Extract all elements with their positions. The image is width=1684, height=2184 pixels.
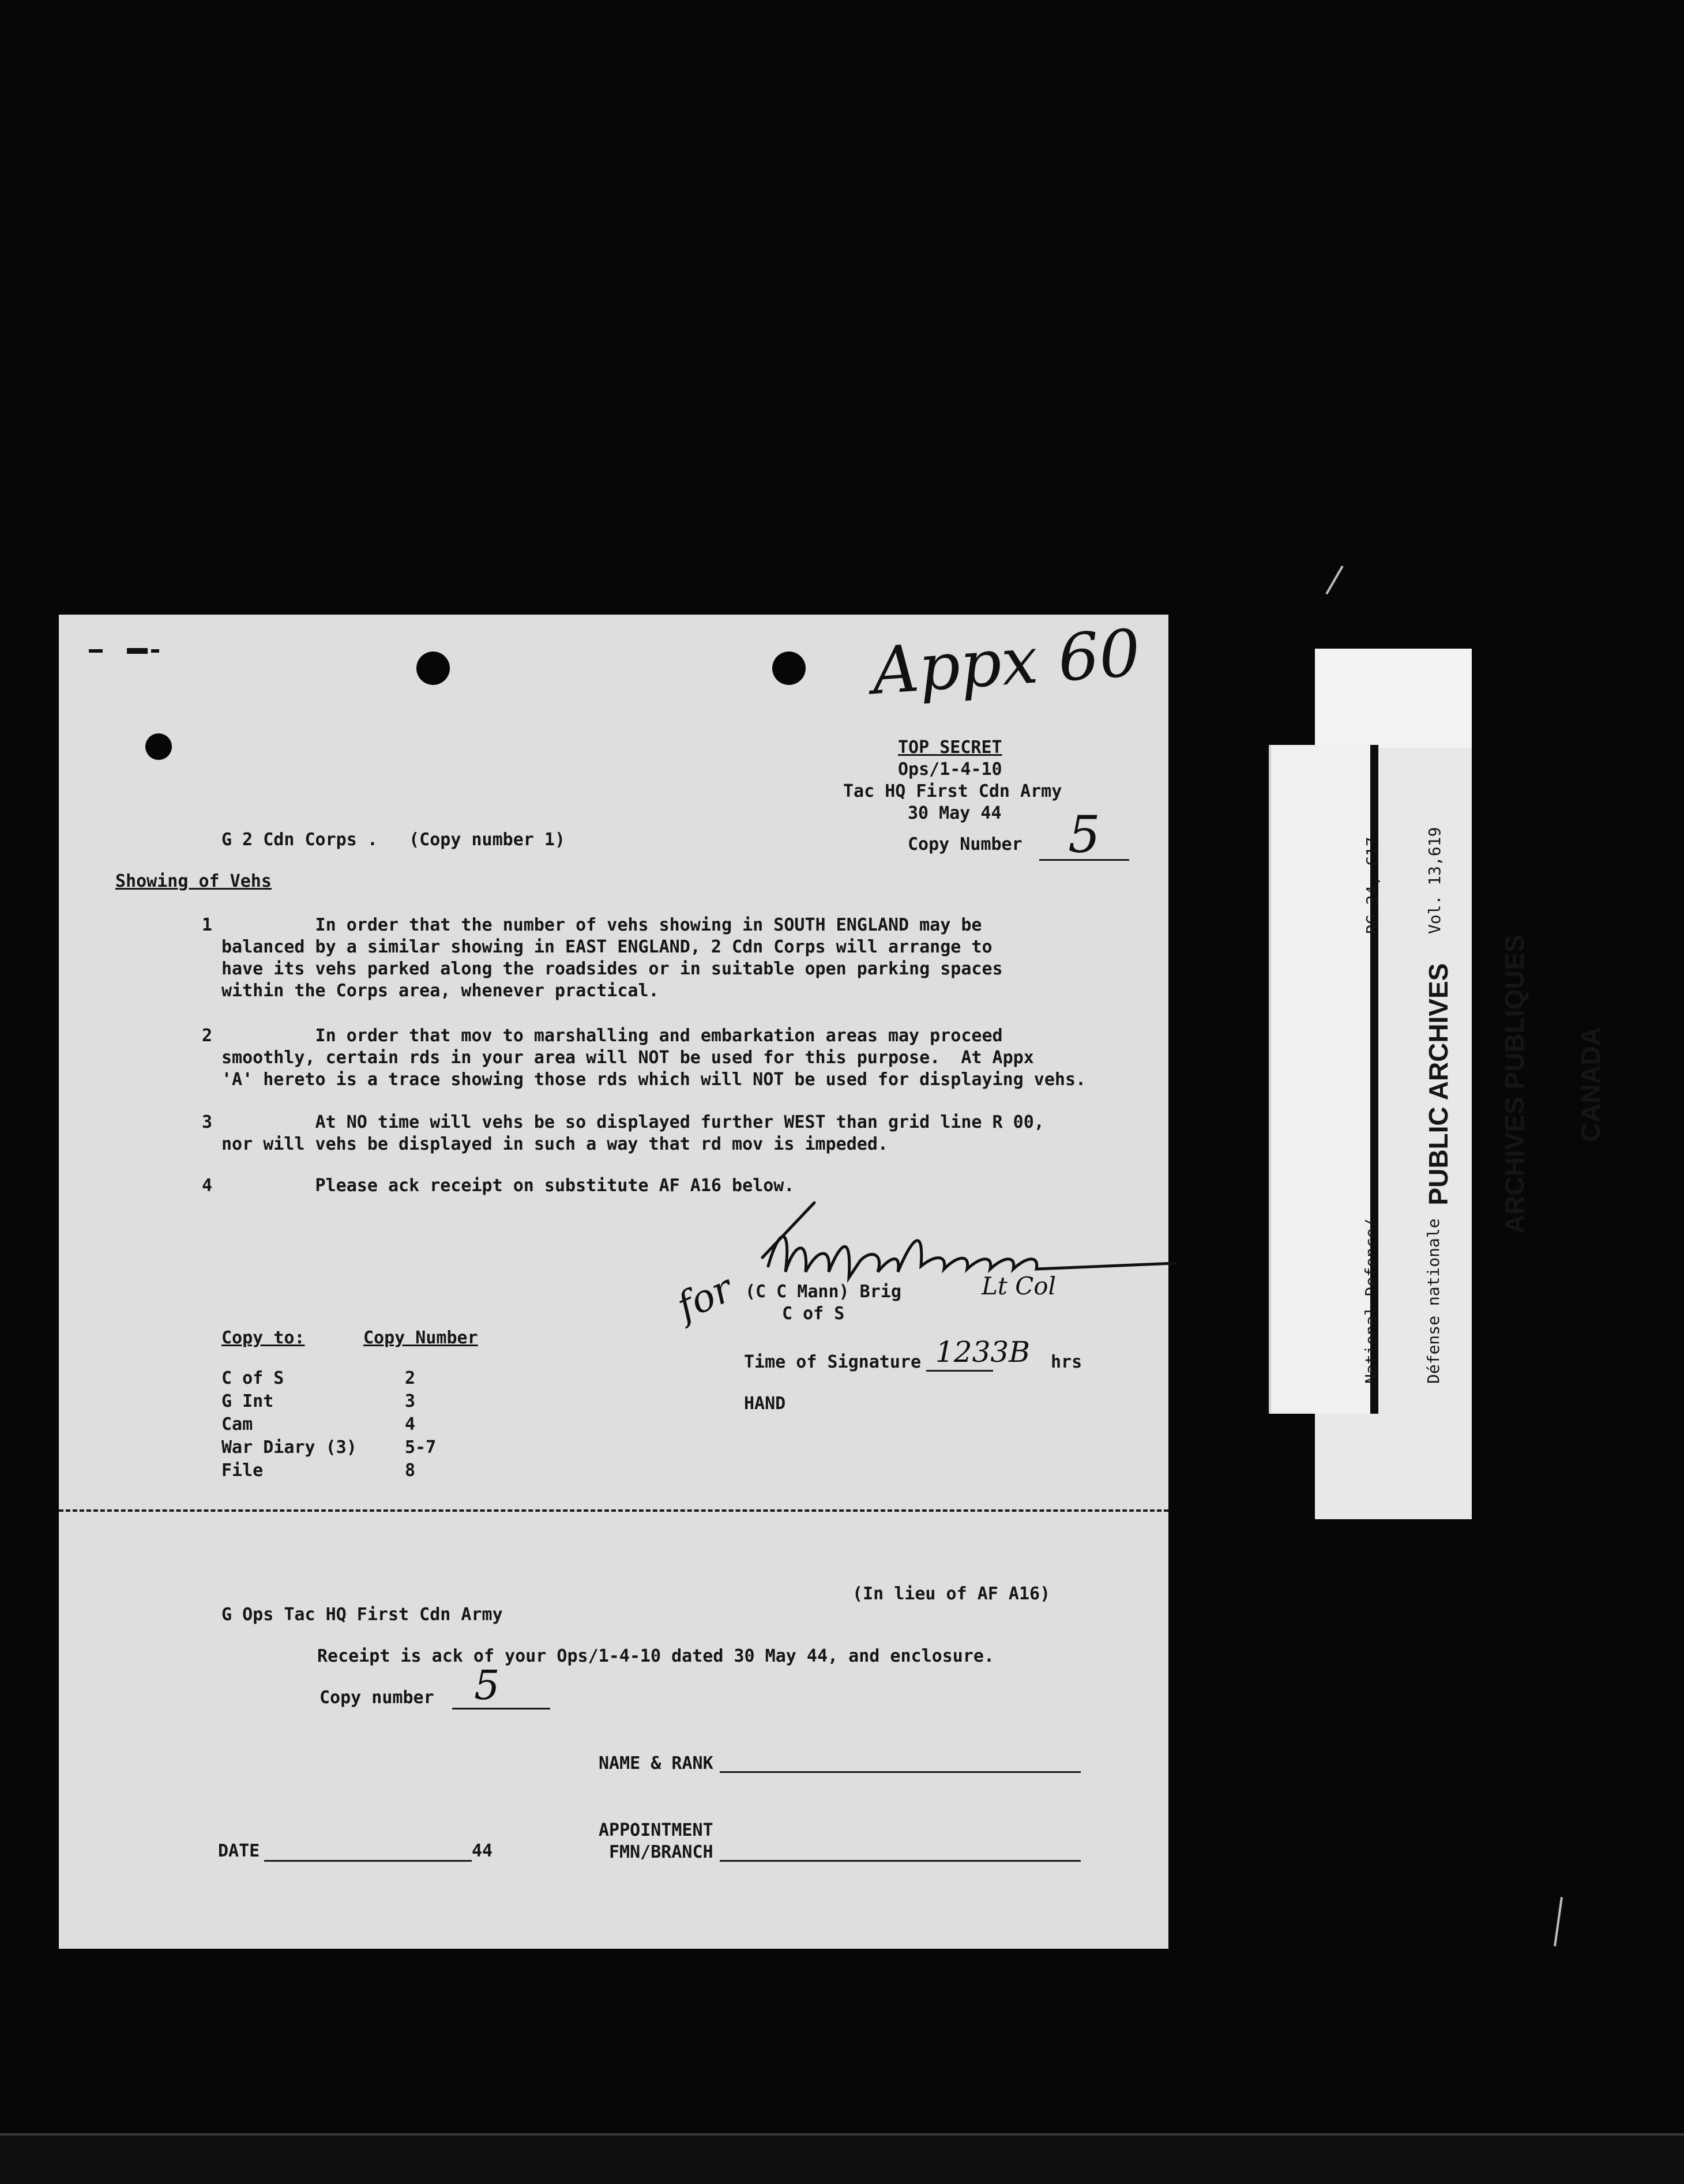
paragraph-line: smoothly, certain rds in your area will NOT be used for this purpose. At Appx [221, 1048, 1034, 1068]
copy-number-label: Copy Number [908, 834, 1023, 854]
subject-heading: Showing of Vehs [115, 871, 272, 891]
archive-reference-line: Vol. 13,619 [1425, 827, 1444, 934]
copy-to-header: Copy to: [221, 1328, 305, 1348]
date-label: DATE [218, 1841, 260, 1861]
receipt-copy-number-label: Copy number [319, 1688, 434, 1708]
time-suffix: hrs [1051, 1352, 1082, 1372]
stray-mark [127, 648, 148, 654]
handwritten-receipt-copy-number: 5 [474, 1662, 500, 1709]
receipt-note: (In lieu of AF A16) [852, 1584, 1051, 1604]
reference-number: Ops/1-4-10 [898, 759, 1002, 780]
document-sheet [59, 615, 1168, 1949]
scanner-artifact [1325, 566, 1343, 594]
paragraph-line: In order that the number of vehs showing in SOUTH ENGLAND may be [221, 915, 982, 935]
paragraph-line: In order that mov to marshalling and embarkation areas may proceed [221, 1026, 1003, 1046]
date-year: 44 [472, 1841, 493, 1861]
archive-name-line: PUBLIC ARCHIVES [1423, 963, 1453, 1206]
handwritten-time: 1233B [935, 1335, 1030, 1369]
fmn-branch-label: FMN/BRANCH [609, 1842, 713, 1862]
tear-off-divider [59, 1509, 1168, 1512]
handwritten-for: for [670, 1266, 739, 1330]
distribution-copy-number: 8 [405, 1460, 416, 1481]
classification-label: TOP SECRET [898, 737, 1002, 758]
paragraph-number: 2 [202, 1026, 213, 1046]
distribution-numbers [405, 1368, 436, 1483]
signatory-title: C of S [782, 1304, 845, 1324]
distribution-recipient: C of S [221, 1368, 284, 1388]
addressee-line: G 2 Cdn Corps . (Copy number 1) [221, 830, 566, 850]
date-line [264, 1860, 472, 1862]
stray-mark [89, 649, 103, 653]
archive-department-line: Défense nationale [1424, 1218, 1443, 1384]
scanner-bottom-band [0, 2133, 1684, 2184]
origin-line: Tac HQ First Cdn Army [843, 781, 1062, 801]
punch-hole [416, 652, 450, 685]
appointment-label: APPOINTMENT [599, 1820, 713, 1840]
paragraph-number: 4 [202, 1176, 213, 1196]
distribution-copy-number: 2 [405, 1368, 416, 1388]
paragraph-line: balanced by a similar showing in EAST ENGLAND, 2 Cdn Corps will arrange to [221, 937, 993, 957]
time-of-signature-label: Time of Signature [744, 1352, 922, 1372]
paragraph-2 [221, 1025, 1086, 1091]
distribution-recipient: War Diary (3) [221, 1437, 357, 1458]
scanner-artifact [1554, 1897, 1563, 1946]
paragraph-line: 'A' hereto is a trace showing those rds which will NOT be used for displaying vehs. [221, 1070, 1087, 1090]
archive-department-line: National Defence/ [1362, 1218, 1381, 1384]
archive-department [1320, 1218, 1465, 1384]
delivery-method: HAND [744, 1394, 786, 1414]
document-date: 30 May 44 [908, 803, 1002, 823]
handwritten-copy-number: 5 [1068, 805, 1100, 864]
receipt-copy-number-line [452, 1708, 550, 1709]
archive-name-line: CANADA [1576, 1026, 1606, 1142]
appointment-line [720, 1860, 1081, 1862]
distribution-recipient: G Int [221, 1391, 274, 1411]
time-of-signature-line [926, 1370, 993, 1372]
paragraph-line: within the Corps area, whenever practical. [221, 981, 659, 1001]
receipt-body: Receipt is ack of your Ops/1-4-10 dated 30 May 44, and enclosure. [317, 1646, 994, 1666]
paragraph-number: 1 [202, 915, 213, 935]
archive-card-top [1315, 649, 1472, 748]
archive-reference [1321, 827, 1466, 934]
copy-number-header: Copy Number [363, 1328, 478, 1348]
signature-scribble [693, 1191, 1189, 1358]
distribution-recipient: Cam [221, 1414, 253, 1434]
name-rank-line [720, 1771, 1081, 1773]
distribution-copy-number: 3 [405, 1391, 416, 1411]
paragraph-1 [221, 914, 1003, 1002]
paragraph-line: nor will vehs be displayed in such a way that rd mov is impeded. [221, 1134, 888, 1154]
paragraph-number: 3 [202, 1112, 213, 1132]
distribution-copy-number: 4 [405, 1414, 416, 1434]
receipt-addressee: G Ops Tac HQ First Cdn Army [221, 1605, 503, 1625]
handwritten-appendix-number: Appx 60 [870, 615, 1143, 710]
punch-hole [772, 652, 806, 685]
signatory-name: (C C Mann) Brig [745, 1282, 901, 1302]
paragraph-3 [221, 1112, 1044, 1155]
paragraph-line: have its vehs parked along the roadsides or in suitable open parking spaces [221, 959, 1003, 979]
punch-hole [145, 733, 172, 760]
archive-name-line: ARCHIVES PUBLIQUES [1499, 935, 1529, 1234]
distribution-list [221, 1368, 357, 1483]
distribution-recipient: File [221, 1460, 264, 1481]
name-rank-label: NAME & RANK [599, 1753, 713, 1773]
archive-name [1375, 935, 1629, 1234]
handwritten-initials: Lt Col [982, 1272, 1056, 1300]
paragraph-line: At NO time will vehs be so displayed further WEST than grid line R 00, [221, 1112, 1044, 1132]
distribution-copy-number: 5-7 [405, 1437, 437, 1458]
stray-mark [151, 649, 159, 653]
paragraph-line: Please ack receipt on substitute AF A16 below. [221, 1176, 795, 1196]
archive-reference-line: RG 24, C17 [1363, 837, 1382, 934]
